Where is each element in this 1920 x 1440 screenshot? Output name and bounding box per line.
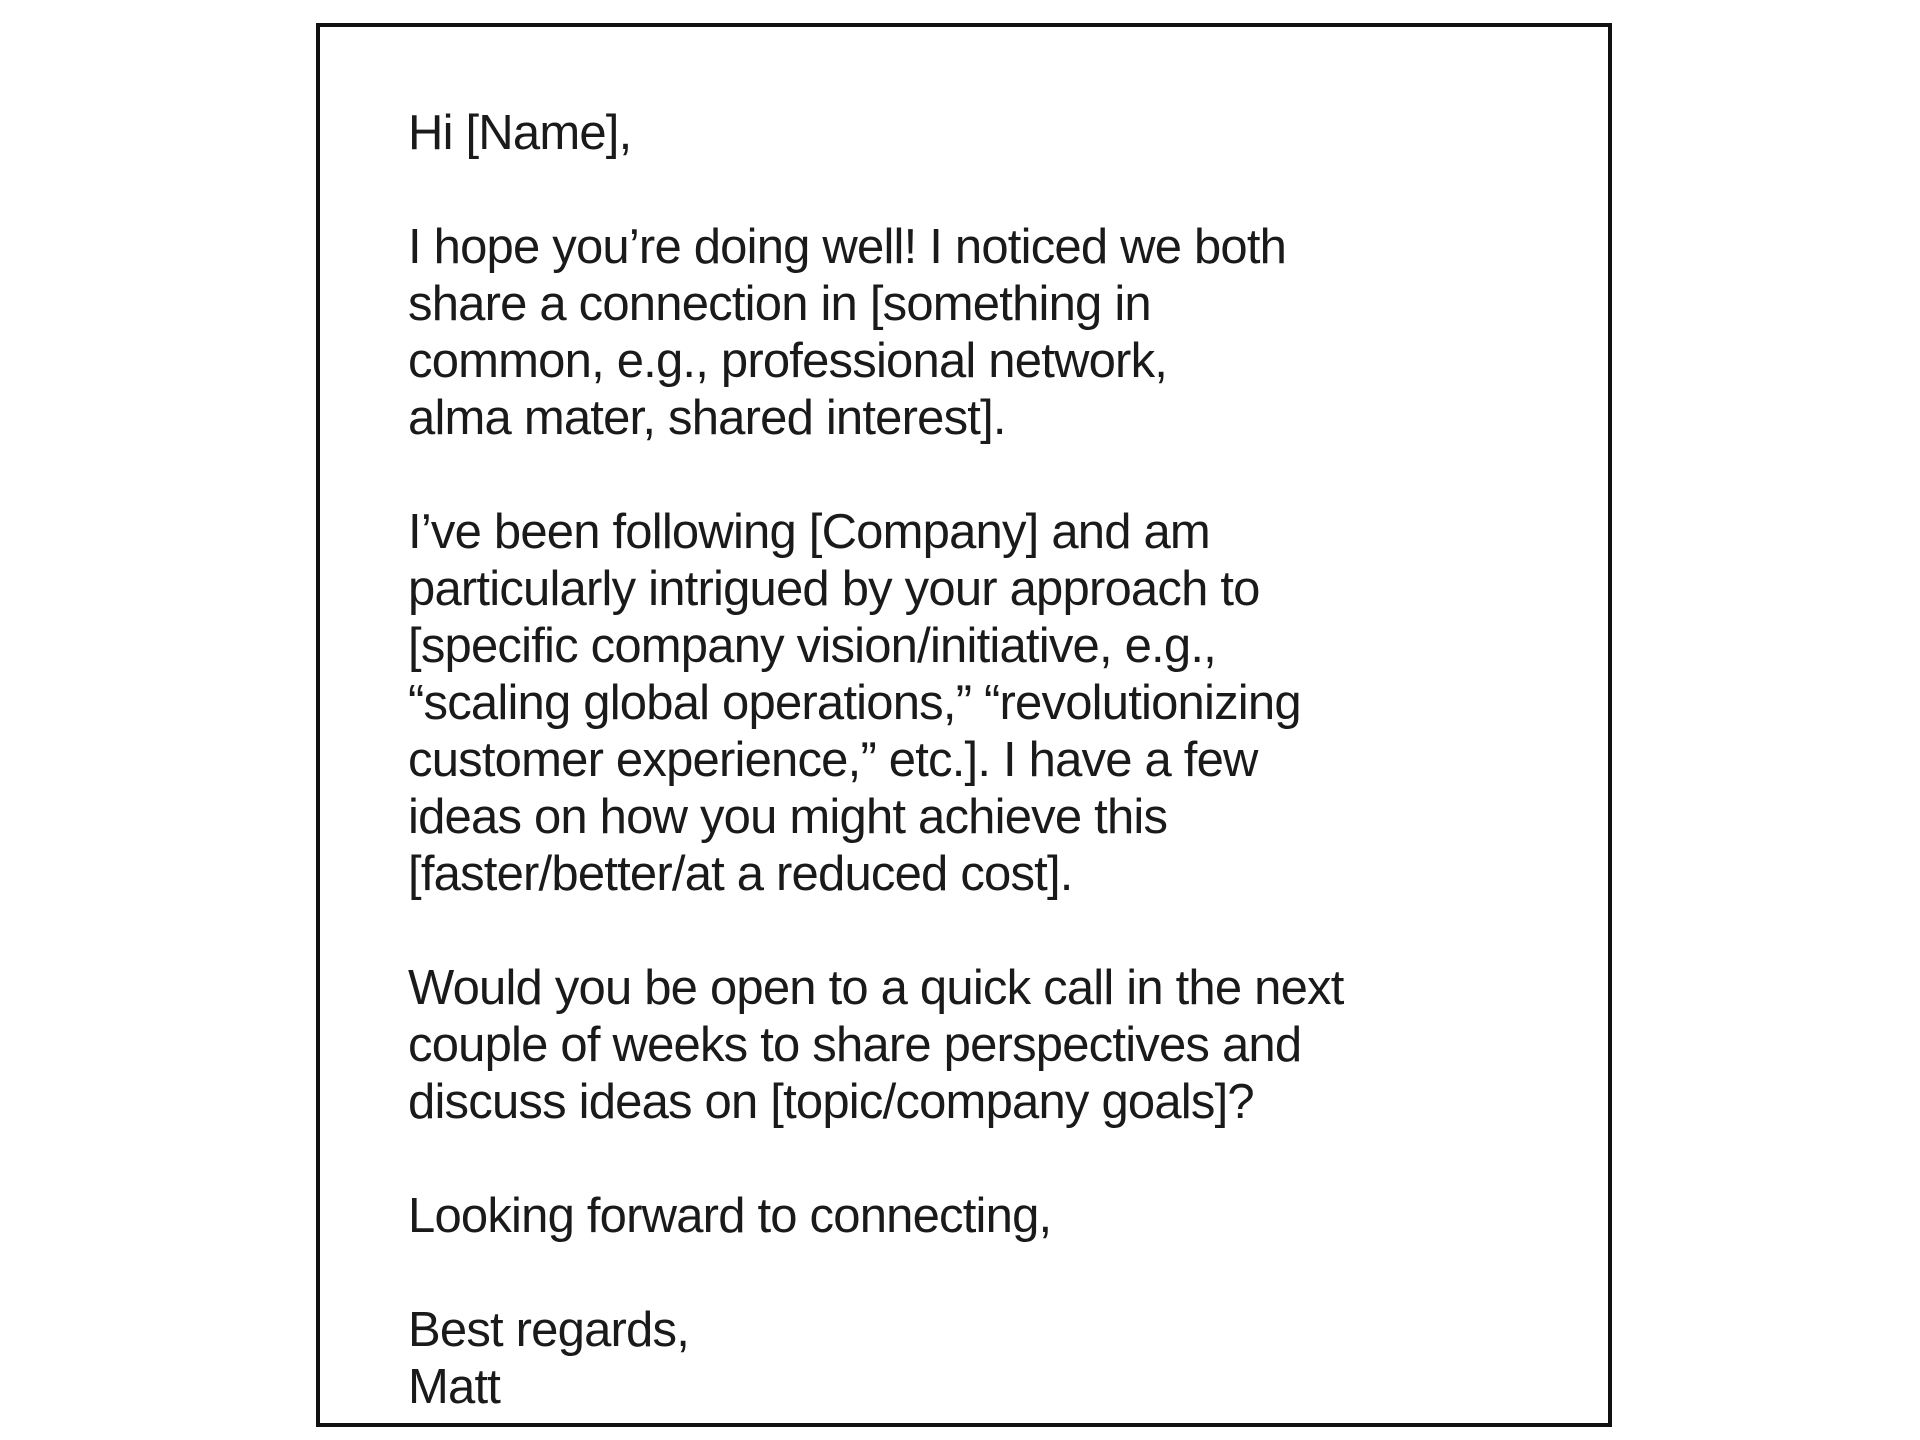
company-line: [faster/better/at a reduced cost]. <box>408 847 1073 901</box>
company-line: I’ve been following [Company] and am <box>408 505 1210 559</box>
call-request-line: discuss ideas on [topic/company goals]? <box>408 1075 1254 1129</box>
signature: Matt <box>408 1360 501 1414</box>
company-line: customer experience,” etc.]. I have a few <box>408 733 1258 787</box>
company-line: particularly intrigued by your approach to <box>408 562 1260 616</box>
call-request-line: Would you be open to a quick call in the next <box>408 961 1344 1015</box>
closing-paragraph <box>408 1188 1558 1245</box>
intro-paragraph <box>408 219 1558 447</box>
letter-frame <box>316 23 1612 1427</box>
company-line: “scaling global operations,” “revolutionizing <box>408 676 1301 730</box>
letter-body <box>408 105 1558 1416</box>
intro-line: I hope you’re doing well! I noticed we both <box>408 220 1287 274</box>
intro-line: common, e.g., professional network, <box>408 334 1168 388</box>
signoff: Best regards, <box>408 1303 690 1357</box>
company-paragraph <box>408 504 1558 903</box>
closing: Looking forward to connecting, <box>408 1189 1052 1243</box>
signature-block <box>408 1302 1558 1416</box>
company-line: ideas on how you might achieve this <box>408 790 1168 844</box>
company-line: [specific company vision/initiative, e.g., <box>408 619 1216 673</box>
greeting-paragraph <box>408 105 1558 162</box>
call-request-paragraph <box>408 960 1558 1131</box>
intro-line: alma mater, shared interest]. <box>408 391 1006 445</box>
call-request-line: couple of weeks to share perspectives and <box>408 1018 1302 1072</box>
greeting: Hi [Name], <box>408 106 632 160</box>
intro-line: share a connection in [something in <box>408 277 1151 331</box>
